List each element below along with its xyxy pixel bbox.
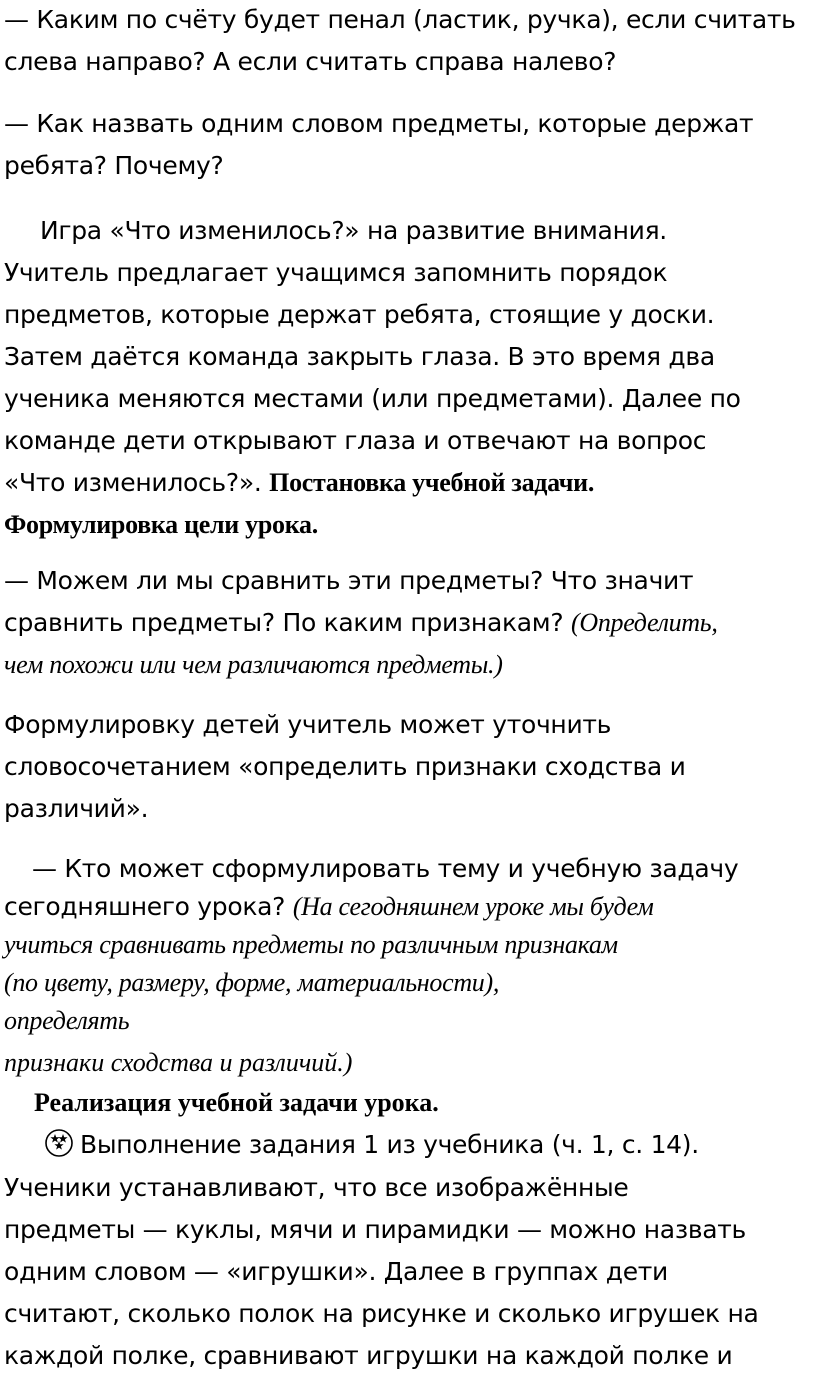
text-line: каждой полке, сравнивают игрушки на каждой полке и bbox=[4, 1341, 733, 1370]
text-line: считают, сколько полок на рисунке и сколько игрушек на bbox=[4, 1299, 759, 1328]
question-position-order bbox=[4, 0, 812, 83]
task-line bbox=[4, 1124, 816, 1166]
expected-answer: учиться сравнивать предметы по различным признакам bbox=[4, 930, 618, 959]
text-line: — Как назвать одним словом предметы, которые держат bbox=[4, 109, 754, 138]
text-line bbox=[4, 462, 812, 504]
text-line: различий». bbox=[4, 794, 149, 823]
text-line: — Каким по счёту будет пенал (ластик, ручка), если считать bbox=[4, 5, 796, 34]
text-fragment: сегодняшнего урока? bbox=[4, 892, 293, 921]
text-line: Формулировку детей учитель может уточнить bbox=[4, 710, 612, 739]
question-compare bbox=[4, 560, 812, 686]
text-line bbox=[4, 602, 812, 644]
text-line bbox=[4, 888, 812, 926]
expected-answer: признаки сходства и различий.) bbox=[4, 1048, 353, 1077]
text-line: одним словом — «игрушки». Далее в группах дети bbox=[4, 1257, 668, 1286]
text-line: слева направо? А если считать справа налево? bbox=[4, 47, 617, 76]
text-line: ученика меняются местами (или предметами). Далее по bbox=[4, 384, 741, 413]
group-work-icon bbox=[44, 1128, 74, 1158]
text-line: предметы — куклы, мячи и пирамидки — можно назвать bbox=[4, 1215, 746, 1244]
game-what-changed bbox=[4, 210, 812, 546]
text-line: Ученики устанавливают, что все изображённые bbox=[4, 1173, 629, 1202]
expected-answer: (по цвету, размеру, форме, материальности), bbox=[4, 968, 500, 997]
text-fragment: «Что изменилось?». bbox=[4, 468, 270, 497]
section-heading: Реализация учебной задачи урока. bbox=[34, 1088, 439, 1117]
students-activity bbox=[4, 1167, 812, 1377]
section-heading: Постановка учебной задачи. bbox=[269, 468, 595, 497]
expected-answer: определять bbox=[4, 1006, 130, 1035]
expected-answer: (Определить, bbox=[570, 608, 718, 637]
answer-continuation bbox=[4, 1042, 812, 1084]
text-line: Затем даётся команда закрыть глаза. В это время два bbox=[4, 342, 715, 371]
text-line: — Кто может сформулировать тему и учебную задачу bbox=[32, 854, 739, 883]
text-line: Игра «Что изменилось?» на развитие внимания. bbox=[40, 216, 667, 245]
text-fragment: сравнить предметы? По каким признакам? bbox=[4, 608, 571, 637]
text-line: Учитель предлагает учащимся запомнить порядок bbox=[4, 258, 668, 287]
text-line bbox=[44, 1124, 816, 1166]
text-line: ребята? Почему? bbox=[4, 151, 224, 180]
question-lesson-goal bbox=[4, 850, 812, 1040]
text-line: словосочетанием «определить признаки сходства и bbox=[4, 752, 686, 781]
question-one-word bbox=[4, 103, 812, 187]
teacher-clarification bbox=[4, 704, 812, 830]
text-line: команде дети открывают глаза и отвечают на вопрос bbox=[4, 426, 707, 455]
text-fragment: Выполнение задания 1 из учебника (ч. 1, с. 14). bbox=[80, 1130, 699, 1159]
expected-answer: (На сегодняшнем уроке мы будем bbox=[292, 892, 654, 921]
section-heading: Формулировка цели урока. bbox=[4, 510, 318, 539]
section-heading-realization bbox=[4, 1082, 816, 1124]
text-line: предметов, которые держат ребята, стоящие у доски. bbox=[4, 300, 715, 329]
text-line: — Можем ли мы сравнить эти предметы? Что значит bbox=[4, 566, 694, 595]
expected-answer: чем похожи или чем различаются предметы.) bbox=[4, 650, 503, 679]
